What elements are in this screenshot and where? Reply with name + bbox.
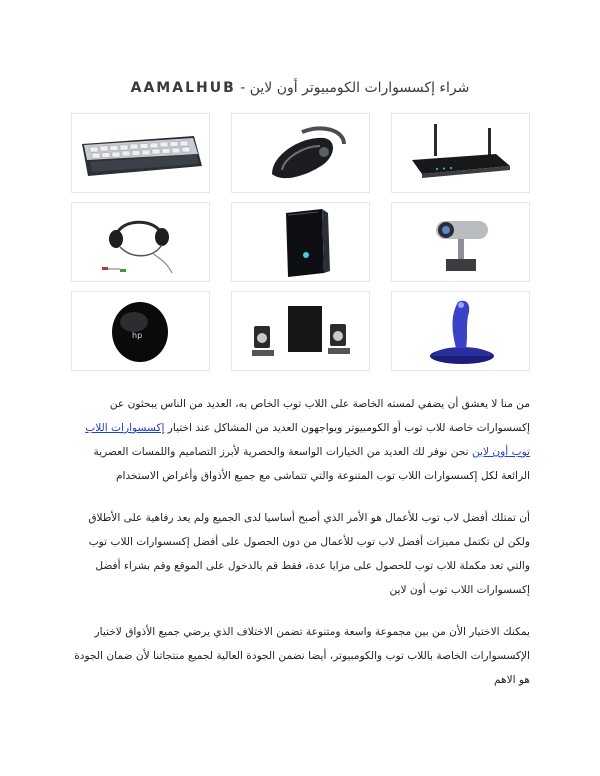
external-hard-drive-icon [232,203,369,281]
page-title-separator: - [240,80,246,96]
product-image-wireless-mouse [72,292,209,370]
product-image-external-hard-drive [232,203,369,281]
page-title [0,80,600,96]
headphones-icon [72,203,209,281]
product-image-keyboard [72,114,209,192]
speaker-system-icon [232,292,369,370]
product-image-speaker-system [232,292,369,370]
webcam-icon [392,203,529,281]
product-image-bluetooth-headset [232,114,369,192]
paragraph-1-text-start: من منا لا يعشق أن يضفي لمسته الخاصة على اللاب توب الخاص به، العديد من الناس يبحثون عن إكسسوارات خاصة للاب توب أو الكومبيوتر ويواجهون العديد من المشاكل عند اختيار [109,398,530,434]
brand-name: AAMALHUB [130,80,236,96]
paragraph-1 [72,392,530,488]
paragraph-1-text-end: نحن نوفر لك العديد من الخيارات الواسعة والحصرية لأبرز التصاميم واللمسات العصرية الرائعة لكل إكسسوارات اللاب توب المتنوعة والتي تتماشى مع جميع الأذواق وأغراض الاستخدام [93,446,530,482]
product-image-headphones [72,203,209,281]
accessories-online-link[interactable]: إكسسوارات اللاب توب أون لاين [85,422,530,458]
product-image-webcam [392,203,529,281]
article-body [72,392,530,710]
joystick-icon [392,292,529,370]
bluetooth-headset-icon [232,114,369,192]
product-image-wifi-router [392,114,529,192]
wireless-mouse-icon [72,292,209,370]
paragraph-3: يمكنك الاختيار الأن من بين مجموعة واسعة ومتنوعة تضمن الاختلاف الذي يرضي جميع الأذواق لاختيار الإكسسوارات الخاصة باللاب توب والكومبيوتر، أيضا نضمن الجودة العالية لجميع منتجاتنا لأن ضمان الجودة هو الاهم [74,626,530,686]
wifi-router-icon [392,114,529,192]
product-image-grid [72,114,530,369]
svg-text:hp: hp [132,331,143,340]
product-image-joystick [392,292,529,370]
page-title-subtitle: شراء إكسسوارات الكومبيوتر أون لاين [249,80,470,96]
keyboard-icon [72,114,209,192]
paragraph-2: أن تمتلك أفضل لاب توب للأعمال هو الأمر الذي أصبح أساسيا لدى الجميع ولم يعد رفاهية على الأطلاق ولكن لن تكتمل مميزات أفضل لاب توب للأعمال من دون الحصول على أفضل إكسسوارات اللاب توب والتي تعد مكملة للاب توب للحصول على مزايا عدة، فقط قم بالدخول على الموقع وقم بشراء أفضل إكسسوارات اللاب توب أون لاين [88,512,530,596]
